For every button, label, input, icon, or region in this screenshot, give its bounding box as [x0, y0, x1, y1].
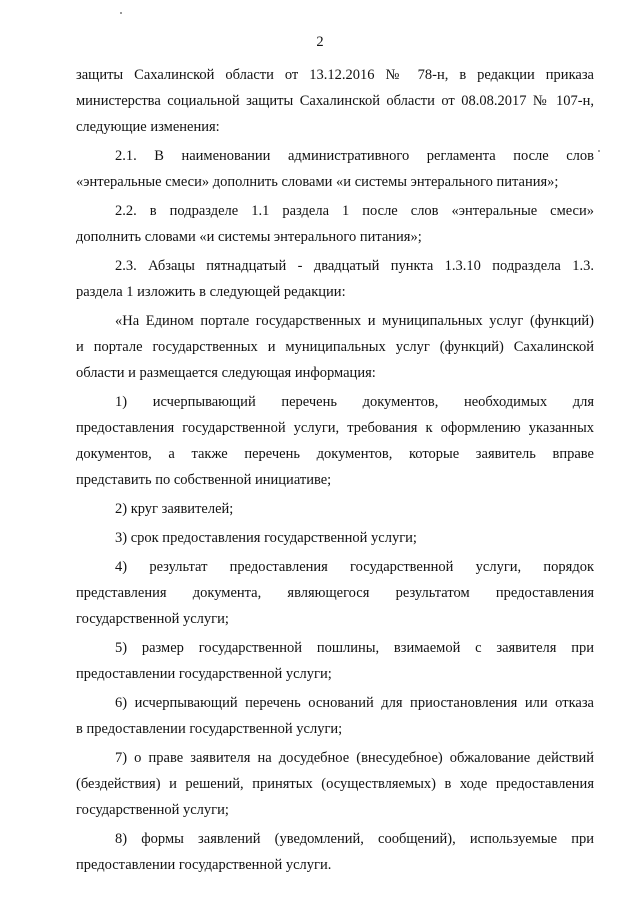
text-line: в предоставлении государственной услуги;	[76, 721, 343, 737]
text-line: 2.3. Абзацы пятнадцатый - двадцатый пункта 1.3.10 подраздела 1.3.	[115, 258, 594, 274]
text-line: и портале государственных и муниципальных услуг (функций) Сахалинской	[76, 339, 594, 355]
paragraph-2-3	[76, 253, 594, 305]
paragraph-2-1	[76, 143, 594, 195]
scan-speck	[120, 12, 122, 14]
text-line: представления документа, являющегося результатом предоставления	[76, 585, 594, 601]
text-line: 4) результат предоставления государственной услуги, порядок	[115, 559, 594, 575]
text-line: дополнить словами «и системы энтерального питания»;	[76, 229, 422, 245]
text-line: «энтеральные смеси» дополнить словами «и системы энтерального питания»;	[76, 174, 559, 190]
text-line: документов, а также перечень документов, которые заявитель вправе	[76, 446, 594, 462]
document-body	[76, 62, 594, 878]
list-item-8	[76, 826, 594, 878]
paragraph-continuation	[76, 62, 594, 140]
text-line: 2) круг заявителей;	[115, 501, 234, 517]
text-line: 1) исчерпывающий перечень документов, необходимых для	[115, 394, 594, 410]
text-line: министерства социальной защиты Сахалинской области от 08.08.2017 № 107-н,	[76, 93, 594, 109]
text-line: государственной услуги;	[76, 611, 229, 627]
text-line: 8) формы заявлений (уведомлений, сообщений), используемые при	[115, 831, 594, 847]
text-line: предоставлении государственной услуги;	[76, 666, 332, 682]
text-line: 5) размер государственной пошлины, взимаемой с заявителя при	[115, 640, 594, 656]
text-line: представить по собственной инициативе;	[76, 472, 332, 488]
text-line: 7) о праве заявителя на досудебное (внесудебное) обжалование действий	[115, 750, 594, 766]
text-line: раздела 1 изложить в следующей редакции:	[76, 284, 346, 300]
text-line: 6) исчерпывающий перечень оснований для приостановления или отказа	[115, 695, 594, 711]
text-line: государственной услуги;	[76, 802, 229, 818]
text-line: области и размещается следующая информация:	[76, 365, 376, 381]
text-line: 3) срок предоставления государственной услуги;	[115, 530, 417, 546]
text-line: (бездействия) и решений, принятых (осуществляемых) в ходе предоставления	[76, 776, 594, 792]
text-line: защиты Сахалинской области от 13.12.2016 № 78-н, в редакции приказа	[76, 67, 594, 83]
text-line: «На Едином портале государственных и муниципальных услуг (функций)	[115, 313, 594, 329]
list-item-5	[76, 635, 594, 687]
list-item-7	[76, 745, 594, 823]
list-item-2	[76, 496, 594, 522]
text-line: 2.1. В наименовании административного регламента после слов	[115, 148, 594, 164]
paragraph-2-2	[76, 198, 594, 250]
text-line: 2.2. в подразделе 1.1 раздела 1 после слов «энтеральные смеси»	[115, 203, 594, 219]
paragraph-quote-intro	[76, 308, 594, 386]
text-line: предоставления государственной услуги, требования к оформлению указанных	[76, 420, 594, 436]
list-item-3	[76, 525, 594, 551]
list-item-6	[76, 690, 594, 742]
text-line: предоставлении государственной услуги.	[76, 857, 332, 873]
list-item-1	[76, 389, 594, 493]
text-line: следующие изменения:	[76, 119, 220, 135]
list-item-4	[76, 554, 594, 632]
scan-speck	[598, 150, 600, 152]
page-number: 2	[316, 34, 324, 50]
